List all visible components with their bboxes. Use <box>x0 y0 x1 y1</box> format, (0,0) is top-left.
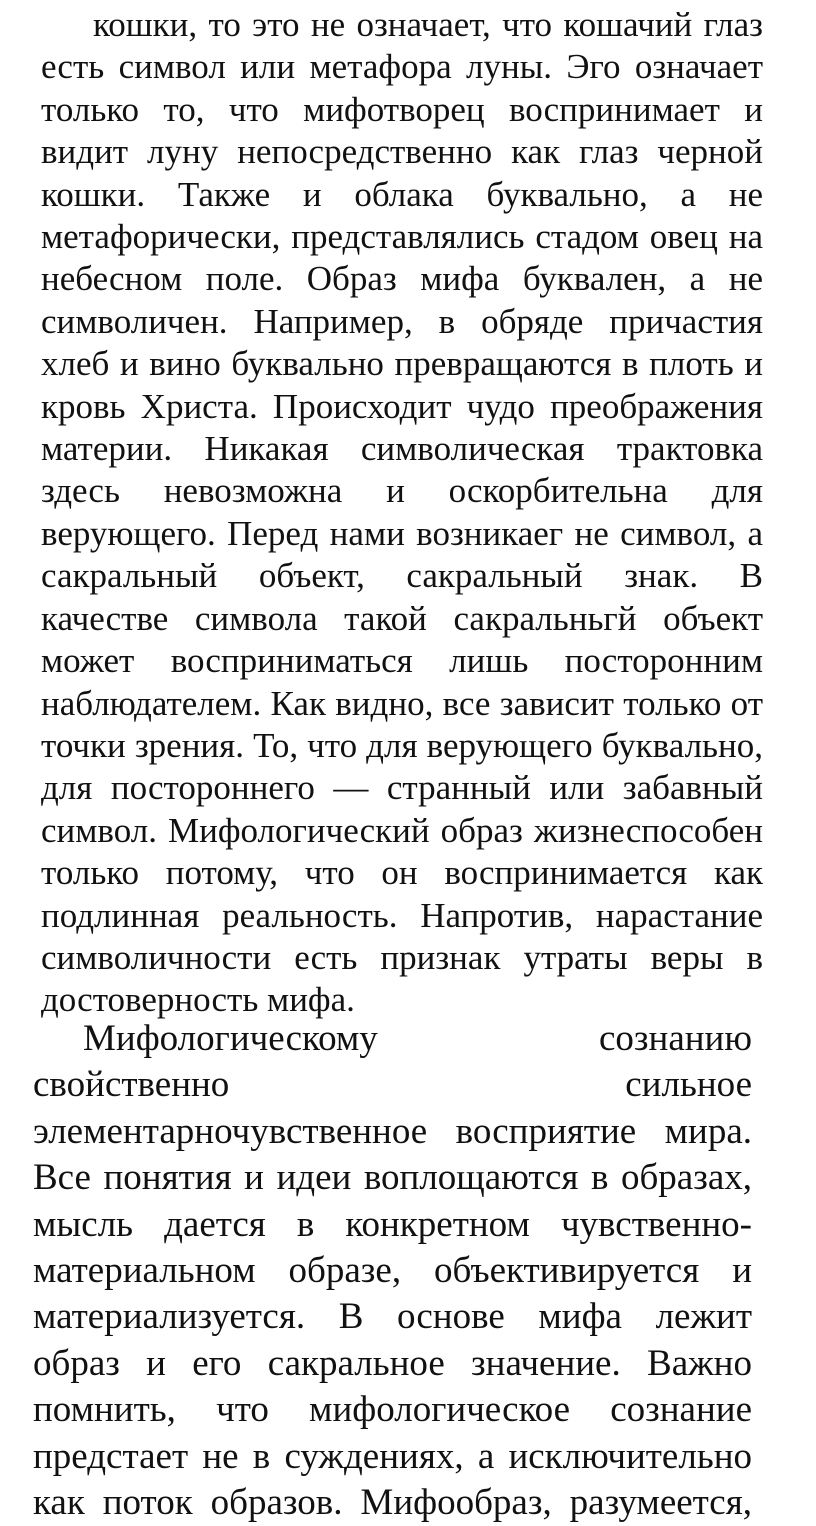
paragraph-line: мысль дается в конкретном чувственно- <box>33 1203 752 1245</box>
paragraph-line: достоверность мифа. <box>41 980 355 1020</box>
paragraph-line: свойственно сильное <box>33 1064 752 1106</box>
paragraph-line: для постороннего — странный или забавный <box>41 768 763 808</box>
paragraph-line: метафорически, представлялись стадом овец на <box>41 217 763 257</box>
paragraph-2 <box>33 1016 752 1526</box>
paragraph-line: помнить, что мифологическое сознание <box>33 1389 752 1431</box>
paragraph-line: как поток образов. Мифообраз, разумеется, <box>33 1482 752 1524</box>
paragraph-line: образ и его сакральное значение. Важно <box>33 1342 752 1384</box>
paragraph-line: сакральный объект, сакральный знак. В <box>41 556 763 596</box>
paragraph-line: здесь невозможна и оскорбительна для <box>41 471 763 511</box>
paragraph-line: только то, что мифотворец воспринимает и <box>41 89 763 129</box>
paragraph-line: материализуется. В основе мифа лежит <box>33 1296 752 1338</box>
paragraph-line: материальном образе, объективируется и <box>33 1250 752 1292</box>
paragraph-line: символичности есть признак утраты веры в <box>41 937 763 977</box>
paragraph-line: только потому, что он воспринимается как <box>41 853 763 893</box>
paragraph-line: материи. Никакая символическая трактовка <box>41 429 763 469</box>
paragraph-line: Мифологическому сознанию <box>83 1018 752 1059</box>
paragraph-1 <box>41 4 763 1022</box>
paragraph-line: небесном поле. Образ мифа буквален, а не <box>41 259 763 299</box>
paragraph-line: наблюдателем. Как видно, все зависит только от <box>41 683 763 723</box>
paragraph-line: символичен. Например, в обряде причастия <box>41 301 763 341</box>
paragraph-line: предстает не в суждениях, а исключительно <box>33 1435 752 1477</box>
paragraph-line: символ. Мифологический образ жизнеспособен <box>41 810 763 850</box>
paragraph-line: хлеб и вино буквально превращаются в плоть и <box>41 344 763 384</box>
paragraph-line: есть символ или метафора луны. Эго означает <box>41 47 763 87</box>
paragraph-line: может восприниматься лишь посторонним <box>41 641 763 681</box>
paragraph-line: кровь Христа. Происходит чудо преображения <box>41 386 763 426</box>
paragraph-line: элементарночувственное восприятие мира. <box>33 1110 752 1152</box>
paragraph-line: качестве символа такой сакральньгй объект <box>41 598 763 638</box>
paragraph-line: кошки. Также и облака буквально, а не <box>41 174 763 214</box>
paragraph-line: Все понятия и идеи воплощаются в образах, <box>33 1157 752 1199</box>
paragraph-line: верующего. Перед нами возникаег не символ, а <box>41 513 763 553</box>
paragraph-line: точки зрения. То, что для верующего буквально, <box>41 725 763 765</box>
paragraph-line: видит луну непосредственно как глаз черной <box>41 132 763 172</box>
paragraph-line: кошки, то это не означает, что кошачий глаз <box>93 5 763 44</box>
paragraph-line: подлинная реальность. Напротив, нарастание <box>41 895 763 935</box>
